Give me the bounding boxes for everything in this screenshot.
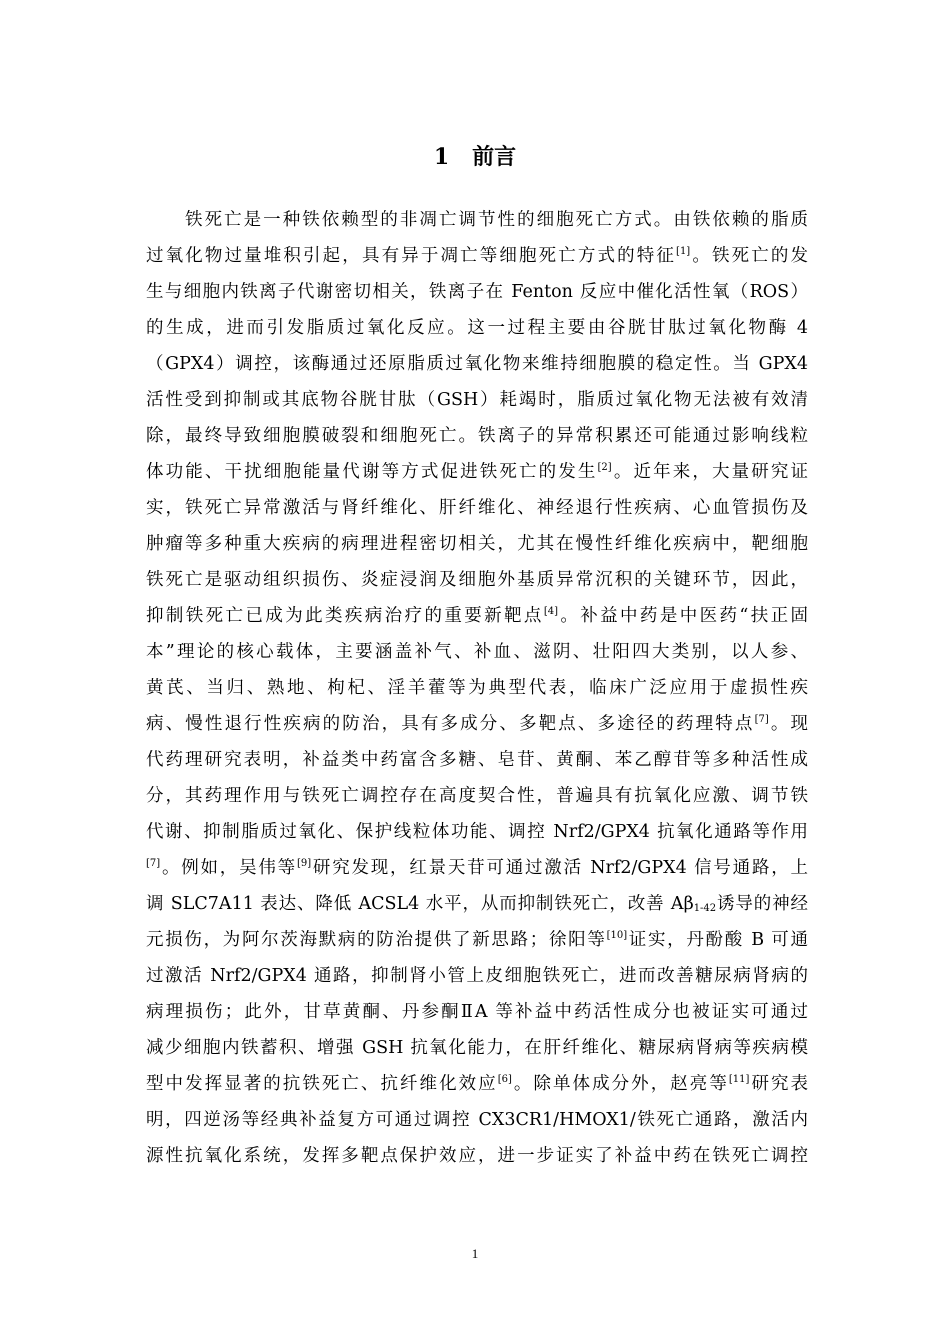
text-line: 代药理研究表明，补益类中药富含多糖、皂苷、黄酮、苯乙醇苷等多种活性成 — [146, 750, 808, 770]
citation: [2] — [597, 462, 612, 473]
citation: [11] — [728, 1074, 750, 1085]
text-line: 的生成，进而引发脂质过氧化反应。这一过程主要由谷胱甘肽过氧化物酶 4 — [146, 318, 808, 338]
text-line: 代谢、抑制脂质过氧化、保护线粒体功能、调控 Nrf2/GPX4 抗氧化通路等作用 — [146, 822, 808, 842]
text-line: 过氧化物过量堆积引起，具有异于凋亡等细胞死亡方式的特征[1]。铁死亡的发 — [146, 246, 809, 266]
text-line: 铁死亡是一种铁依赖型的非凋亡调节性的细胞死亡方式。由铁依赖的脂质 — [146, 210, 808, 230]
text-line: 生与细胞内铁离子代谢密切相关，铁离子在 Fenton 反应中催化活性氧（ROS） — [146, 282, 808, 302]
text-line: 病、慢性退行性疾病的防治，具有多成分、多靶点、多途径的药理特点[7]。现 — [146, 714, 809, 734]
citation: [10] — [606, 930, 628, 941]
text-line: 活性受到抑制或其底物谷胱甘肽（GSH）耗竭时，脂质过氧化物无法被有效清 — [146, 390, 808, 410]
text-line: 本”理论的核心载体，主要涵盖补气、补血、滋阴、壮阳四大类别，以人参、 — [146, 642, 808, 662]
text-line: 除，最终导致细胞膜破裂和细胞死亡。铁离子的异常积累还可能通过影响线粒 — [146, 426, 808, 446]
text-line: 铁死亡是驱动组织损伤、炎症浸润及细胞外基质异常沉积的关键环节，因此， — [146, 570, 808, 590]
citation: [1] — [676, 246, 691, 257]
page-number: 1 — [471, 1246, 479, 1261]
text-line: 分，其药理作用与铁死亡调控存在高度契合性，普遍具有抗氧化应激、调节铁 — [146, 786, 808, 806]
text-line: 型中发挥显著的抗铁死亡、抗纤维化效应[6]。除单体成分外，赵亮等[11]研究表 — [146, 1074, 809, 1094]
subscript: 1-42 — [693, 903, 717, 914]
citation: [7] — [754, 714, 769, 725]
text-line: [7]。例如，吴伟等[9]研究发现，红景天苷可通过激活 Nrf2/GPX4 信号通路，上 — [146, 858, 809, 878]
text-line: 体功能、干扰细胞能量代谢等方式促进铁死亡的发生[2]。近年来，大量研究证 — [146, 462, 808, 482]
citation: [7] — [146, 858, 161, 869]
citation: [4] — [543, 606, 558, 617]
text-line: 抑制铁死亡已成为此类疾病治疗的重要新靶点[4]。补益中药是中医药“扶正固 — [146, 606, 809, 626]
section-heading: 1 前言 — [433, 143, 517, 170]
citation: [9] — [296, 858, 312, 869]
text-line: 元损伤，为阿尔茨海默病的防治提供了新思路；徐阳等[10]证实，丹酚酸 B 可通 — [146, 930, 808, 950]
text-line: （GPX4）调控，该酶通过还原脂质过氧化物来维持细胞膜的稳定性。当 GPX4 — [146, 354, 808, 374]
citation: [6] — [497, 1074, 512, 1085]
text-line: 源性抗氧化系统，发挥多靶点保护效应，进一步证实了补益中药在铁死亡调控 — [146, 1146, 808, 1166]
text-line: 减少细胞内铁蓄积、增强 GSH 抗氧化能力，在肝纤维化、糖尿病肾病等疾病模 — [146, 1038, 808, 1058]
text-line: 肿瘤等多种重大疾病的病理进程密切相关，尤其在慢性纤维化疾病中，靶细胞 — [146, 534, 808, 554]
text-line: 调 SLC7A11 表达、降低 ACSL4 水平，从而抑制铁死亡，改善 $A\beta_{1-42}$诱导的神经 — [146, 894, 808, 914]
text-line: 实，铁死亡异常激活与肾纤维化、肝纤维化、神经退行性疾病、心血管损伤及 — [146, 498, 808, 518]
body-paragraph — [146, 202, 808, 1174]
text-line: 病理损伤；此外，甘草黄酮、丹参酮ⅡA 等补益中药活性成分也被证实可通过 — [146, 1002, 808, 1022]
text-line: 过激活 Nrf2/GPX4 通路，抑制肾小管上皮细胞铁死亡，进而改善糖尿病肾病的 — [146, 966, 808, 986]
text-line: 黄芪、当归、熟地、枸杞、淫羊藿等为典型代表，临床广泛应用于虚损性疾 — [146, 678, 808, 698]
text-line: 明，四逆汤等经典补益复方可通过调控 CX3CR1/HMOX1/铁死亡通路，激活内 — [146, 1110, 808, 1130]
